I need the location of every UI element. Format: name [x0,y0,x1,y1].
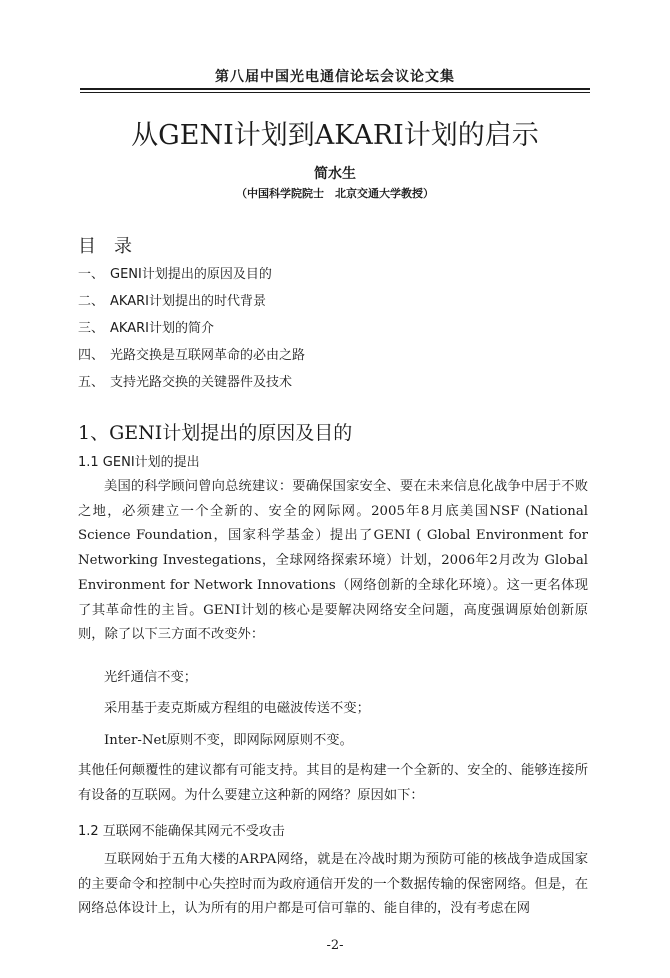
toc-item-text: AKARI计划提出的时代背景 [110,294,266,309]
toc-item [78,344,305,363]
list-item: 光纤通信不变； [104,670,198,685]
header-rule-thick [80,88,590,90]
body-paragraph: 其他任何颠覆性的建议都有可能支持。其目的是构建一个全新的、安全的、能够连接所有设备的互联网。为什么要建立这种新的网络？原因如下： [78,763,588,803]
toc-item-text: AKARI计划的简介 [110,321,214,336]
list-item: 采用基于麦克斯威方程组的电磁波传送不变； [104,701,370,716]
toc-item-num: 一、 [78,267,105,282]
toc-item-num: 五、 [78,375,105,390]
toc-item-text: 光路交换是互联网革命的必由之路 [110,348,306,363]
toc-item-num: 二、 [78,294,105,309]
list-item: Inter-Net原则不变，即网际网原则不变。 [104,733,353,748]
section-heading: 1、GENI计划提出的原因及目的 [78,422,353,444]
toc-item-text: 支持光路交换的关键器件及技术 [110,375,293,390]
header-rule-thin [80,92,590,93]
toc-item [78,317,214,336]
subsection-heading: 1.2 互联网不能确保其网元不受攻击 [78,824,285,839]
author-affiliation: （中国科学院院士 北京交通大学教授） [236,187,434,200]
paper-title: 从GENI计划到AKARI计划的启示 [131,120,539,151]
toc-item [78,263,272,282]
toc-item-num: 四、 [78,348,105,363]
toc-item [78,371,292,390]
toc-item-text: GENI计划提出的原因及目的 [110,267,272,282]
page-number: -2- [326,938,344,953]
subsection-heading: 1.1 GENI计划的提出 [78,455,200,470]
toc-item [78,290,266,309]
toc-item-num: 三、 [78,321,105,336]
body-paragraph: 互联网始于五角大楼的ARPA网络，就是在冷战时期为预防可能的核战争造成国家的主要命令和控制中心失控时而为政府通信开发的一个数据传输的保密网络。但是，在网络总体设计上，认为所有的用户都是可信可靠的、能自律的，没有考虑在网 [78,852,588,917]
running-header: 第八届中国光电通信论坛会议论文集 [215,69,455,85]
toc-title: 目 录 [78,236,132,257]
author-name: 简水生 [314,166,356,182]
body-paragraph: 美国的科学顾问曾向总统建议：要确保国家安全、要在未来信息化战争中居于不败之地，必须建立一个全新的、安全的网际网。2005年8月底美国NSF (National Science Foundation，国家科学基金）提出了GENI ( Global Environment for Networking Investegations，全球网络探索环境）计划，2006年2月改为 Global Environment for Network Innovations（网络创新的全球化环境）。这一更名体现了其革命性的主旨。GENI计划的核心是要解决网络安全问题，高度强调原始创新原则，除了以下三方面不改变外： [78,479,588,643]
